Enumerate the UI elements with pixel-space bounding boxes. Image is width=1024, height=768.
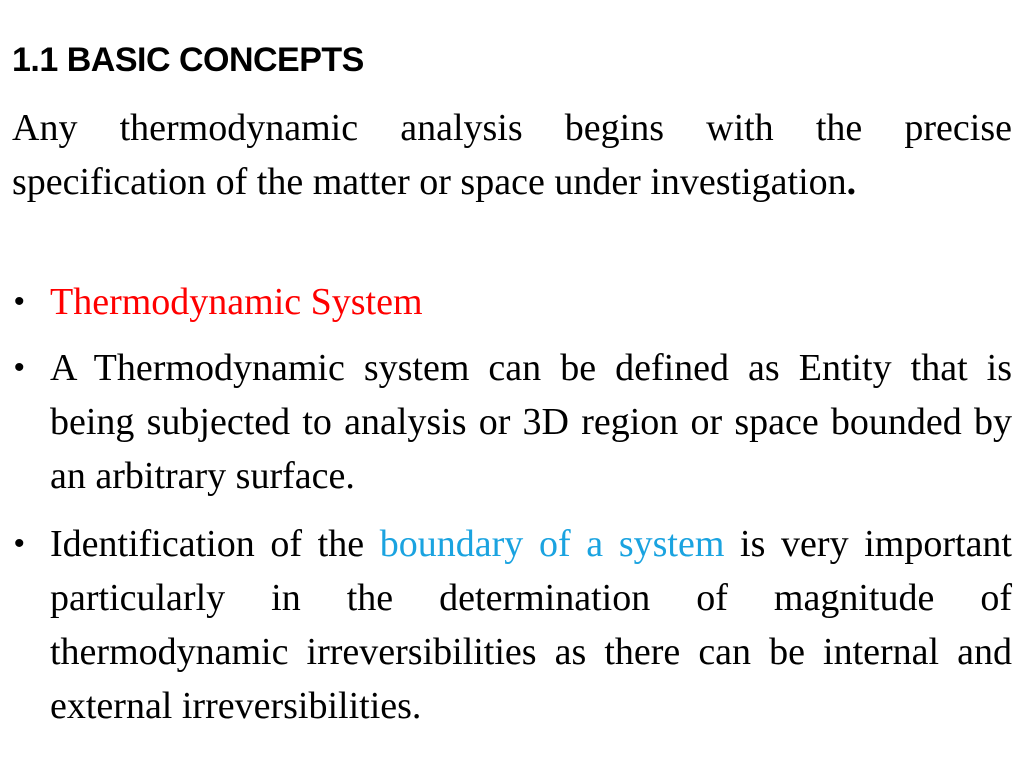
bullet-marker: • [14,351,25,384]
bullet-marker: • [14,527,25,560]
intro-paragraph [12,101,1012,209]
intro-text: Any thermodynamic analysis begins with the precise specification of the matter or space under investigation [12,107,1012,203]
bullet-text: Thermodynamic System [50,281,423,323]
bullet-item-thermodynamic-system [12,275,1012,329]
bullet-item-definition [12,341,1012,503]
bullet-text: A Thermodynamic system can be defined as Entity that is being subjected to analysis or 3D region or space bounded by an arbitrary surface. [50,347,1012,497]
bullet-item-boundary [12,517,1012,733]
bullet-text-after: is very important particularly in the determination of magnitude of thermodynamic irreversibilities as there can be internal and external irreversibilities. [50,523,1012,727]
bullet-highlight: boundary of a system [379,523,725,565]
intro-terminal: . [846,161,857,203]
section-heading: 1.1 BASIC CONCEPTS [12,41,364,79]
bullet-text-before: Identification of the [50,523,380,565]
bullet-list [12,275,1012,746]
bullet-marker: • [14,285,25,318]
